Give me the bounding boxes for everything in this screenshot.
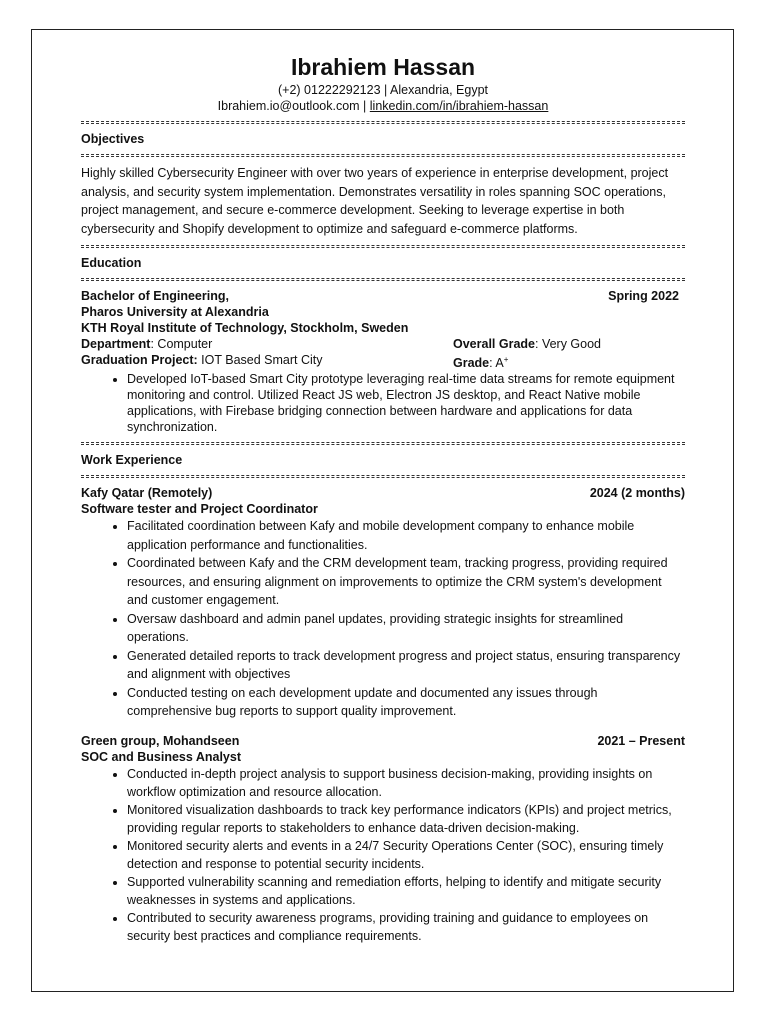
list-item: • Developed IoT-based Smart City prototype leveraging real-time data streams for remote equipment monitoring and control. Utilized React JS web, Electron JS desktop, and React Native mobile applications, with Firebase bridging connection between hardware and applications for data synchronization. (127, 371, 685, 435)
project-grade: Grade: A+ (453, 355, 509, 371)
divider (81, 121, 685, 131)
graduation-project: Graduation Project: IOT Based Smart City (81, 353, 323, 367)
job-header (81, 485, 685, 501)
contact-line-1: (+2) 01222292123 | Alexandria, Egypt (278, 83, 488, 97)
list-item: • Oversaw dashboard and admin panel updates, providing strategic insights for streamlined operations. (127, 610, 685, 647)
objectives-heading: Objectives (81, 132, 145, 146)
exchange-row (81, 320, 685, 336)
email-text: Ibrahiem.io@outlook.com (217, 99, 360, 113)
resume-content (81, 52, 685, 945)
education-heading: Education (81, 256, 142, 270)
university: Pharos University at Alexandria (81, 305, 269, 319)
resume-page (31, 29, 734, 992)
exchange-university: KTH Royal Institute of Technology, Stockholm, Sweden (81, 321, 409, 335)
list-item: • Monitored visualization dashboards to track key performance indicators (KPIs) and project metrics, providing regular reports to stakeholders to enhance data-driven decision-making. (127, 801, 685, 837)
divider (81, 442, 685, 452)
department-row (81, 336, 685, 352)
education-bullets (81, 371, 685, 435)
list-item: • Coordinated between Kafy and the CRM development team, tracking progress, providing required resources, and ensuring alignment on improvements to optimize the CRM system's development and customer engagement. (127, 554, 685, 610)
separator: | (363, 99, 367, 113)
company: Green group, Mohandseen (81, 733, 240, 748)
job-role: SOC and Business Analyst (81, 749, 241, 764)
list-item: • Contributed to security awareness programs, providing training and guidance to employees on security best practices and compliance requirements. (127, 909, 685, 945)
university-row (81, 304, 685, 320)
job-date: 2024 (2 months) (589, 486, 685, 501)
contact-line-2 (81, 98, 685, 114)
overall-grade: Overall Grade: Very Good (453, 337, 602, 351)
job-date: 2021 – Present (597, 733, 685, 748)
graduation-date: Spring 2022 (608, 289, 679, 303)
divider (81, 278, 685, 288)
education-degree-row (81, 288, 685, 304)
list-item: • Conducted testing on each development update and documented any issues through comprehensive bug reports to support quality improvement. (127, 684, 685, 721)
job-role: Software tester and Project Coordinator (81, 502, 318, 517)
job-bullets (81, 765, 685, 945)
job-bullets (81, 517, 685, 721)
project-row (81, 352, 685, 371)
divider (81, 245, 685, 255)
work-heading: Work Experience (81, 453, 183, 468)
department: Department: Computer (81, 337, 213, 351)
degree: Bachelor of Engineering, (81, 289, 229, 303)
list-item: • Monitored security alerts and events in a 24/7 Security Operations Center (SOC), ensuring timely detection and response to potential security incidents. (127, 837, 685, 873)
list-item: • Conducted in-depth project analysis to support business decision-making, providing insights on workflow optimization and resource allocation. (127, 765, 685, 801)
linkedin-link[interactable]: linkedin.com/in/ibrahiem-hassan (369, 99, 549, 113)
list-item: • Facilitated coordination between Kafy and mobile development company to enhance mobile application performance and functionalities. (127, 517, 685, 554)
candidate-name: Ibrahiem Hassan (290, 54, 476, 80)
job-role-row (81, 501, 685, 517)
list-item: • Supported vulnerability scanning and remediation efforts, helping to identify and mitigate security weaknesses in systems and applications. (127, 873, 685, 909)
job-role-row (81, 749, 685, 765)
objectives-text: Highly skilled Cybersecurity Engineer with over two years of experience in enterprise development, project analysis, and security system implementation. Demonstrates versatility in roles spanning SOC operations, project management, and secure e-commerce development. Seeking to leverage expertise in both cybersecurity and Shopify development to optimize and safeguard e-commerce platforms. (81, 166, 669, 236)
divider (81, 475, 685, 485)
divider (81, 154, 685, 164)
list-item: • Generated detailed reports to track development progress and project status, ensuring transparency and alignment with objectives (127, 647, 685, 684)
company: Kafy Qatar (Remotely) (81, 486, 213, 501)
job-header (81, 733, 685, 749)
